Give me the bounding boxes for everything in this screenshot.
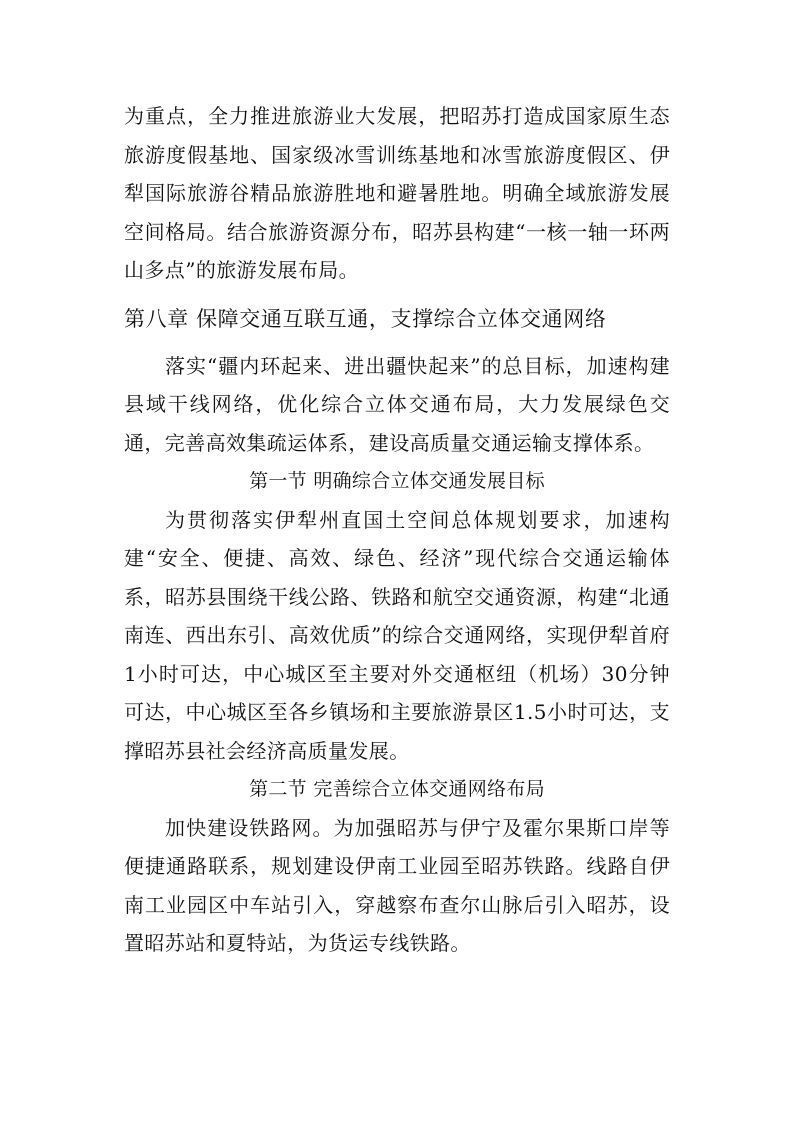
document-body: [124, 97, 670, 963]
chapter-title: 第八章 保障交通互联互通，支撑综合立体交通网络: [124, 306, 607, 331]
section-2-paragraph: 加快建设铁路网。为加强昭苏与伊宁及霍尔果斯口岸等便捷通路联系，规划建设伊南工业园至昭苏铁路。线路自伊南工业园区中车站引入，穿越察布查尔山脉后引入昭苏，设置昭苏站和夏特站，为货运专线铁路。: [124, 815, 670, 955]
chapter-intro-paragraph: 落实“疆内环起来、进出疆快起来”的总目标，加速构建县域干线网络，优化综合立体交通布局，大力发展绿色交通，完善高效集疏运体系，建设高质量交通运输支撑体系。: [124, 353, 670, 455]
section-title-1: 第一节 明确综合立体交通发展目标: [249, 470, 545, 492]
section-title-2: 第二节 完善综合立体交通网络布局: [249, 778, 545, 800]
intro-paragraph: 为重点，全力推进旅游业大发展，把昭苏打造成国家原生态旅游度假基地、国家级冰雪训练基地和冰雪旅游度假区、伊犁国际旅游谷精品旅游胜地和避暑胜地。明确全域旅游发展空间格局。结合旅游资源分布，昭苏县构建“一核一轴一环两山多点”的旅游发展布局。: [124, 104, 670, 282]
section-1-paragraph: 为贯彻落实伊犁州直国土空间总体规划要求，加速构建“安全、便捷、高效、绿色、经济”现代综合交通运输体系，昭苏县围绕干线公路、铁路和航空交通资源，构建“北通南连、西出东引、高效优质”的综合交通网络，实现伊犁首府1小时可达，中心城区至主要对外交通枢纽（机场）30分钟可达，中心城区至各乡镇场和主要旅游景区1.5小时可达，支撑昭苏县社会经济高质量发展。: [124, 507, 670, 763]
